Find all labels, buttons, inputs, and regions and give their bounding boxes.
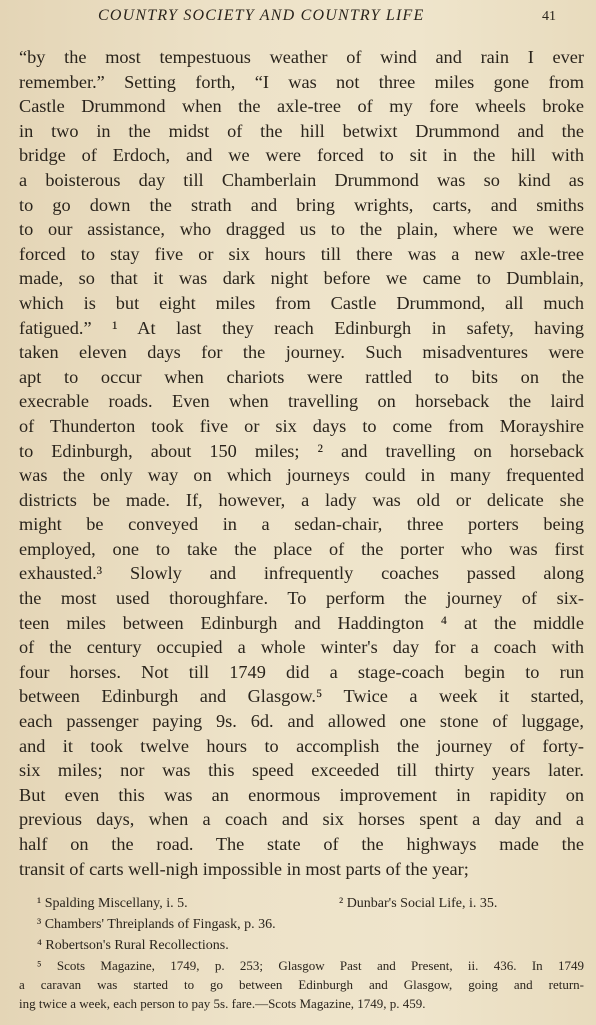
text-line: the most used thoroughfare. To perform the journey of six- bbox=[19, 588, 584, 609]
body-text bbox=[19, 45, 584, 881]
text-line: four horses. Not till 1749 did a stage-coach begin to run bbox=[19, 661, 584, 682]
footnotes bbox=[19, 893, 584, 1013]
text-line: bridge of Erdoch, and we were forced to sit in the hill with bbox=[19, 145, 584, 166]
footnote-5-line-2: a caravan was started to go between Edinburgh and Glasgow, going and return- bbox=[19, 977, 584, 992]
text-line: six miles; nor was this speed exceeded till thirty years later. bbox=[19, 760, 584, 781]
text-line: “by the most tempestuous weather of wind and rain I ever bbox=[19, 47, 584, 67]
text-line: was the only way on which journeys could in many frequented bbox=[19, 465, 584, 486]
text-line: of Thunderton took five or six days to come from Morayshire bbox=[19, 415, 584, 436]
text-line: and it took twelve hours to accomplish the journey of forty- bbox=[19, 735, 584, 756]
footnote-2: ² Dunbar's Social Life, i. 35. bbox=[339, 896, 498, 911]
text-line: made, so that it was dark night before we came to Dumblain, bbox=[19, 268, 584, 289]
text-line: teen miles between Edinburgh and Haddington ⁴ at the middle bbox=[19, 612, 584, 633]
footnote-3: ³ Chambers' Threiplands of Fingask, p. 36. bbox=[37, 917, 276, 932]
text-line: half on the road. The state of the highways made the bbox=[19, 834, 584, 854]
running-head: COUNTRY SOCIETY AND COUNTRY LIFE bbox=[98, 7, 425, 24]
page-number: 41 bbox=[542, 9, 556, 24]
text-line: transit of carts well-nigh impossible in most parts of the year; bbox=[19, 858, 469, 879]
text-line: Castle Drummond when the axle-tree of my fore wheels broke bbox=[19, 96, 584, 117]
text-line: between Edinburgh and Glasgow.⁵ Twice a week it started, bbox=[19, 686, 584, 707]
text-line: to our assistance, who dragged us to the plain, where we were bbox=[19, 219, 584, 240]
text-line: previous days, when a coach and six horses spent a day and a bbox=[19, 809, 584, 830]
text-line: might be conveyed in a sedan-chair, three porters being bbox=[19, 514, 584, 535]
text-line: exhausted.³ Slowly and infrequently coaches passed along bbox=[19, 563, 584, 584]
text-line: taken eleven days for the journey. Such misadventures were bbox=[19, 342, 584, 363]
text-line: apt to occur when chariots were rattled to bits on the bbox=[19, 366, 584, 387]
text-line: to go down the strath and bring wrights, carts, and smiths bbox=[19, 194, 584, 215]
text-line: districts be made. If, however, a lady was old or delicate she bbox=[19, 489, 584, 510]
text-line: to Edinburgh, about 150 miles; ² and travelling on horseback bbox=[19, 440, 584, 461]
text-line: execrable roads. Even when travelling on horseback the laird bbox=[19, 391, 584, 412]
text-line: employed, one to take the place of the porter who was first bbox=[19, 538, 584, 559]
text-line: a boisterous day till Chamberlain Drummond was so kind as bbox=[19, 169, 584, 190]
footnote-5-line-1: ⁵ Scots Magazine, 1749, p. 253; Glasgow Past and Present, ii. 436. In 1749 bbox=[37, 958, 584, 973]
footnote-1: ¹ Spalding Miscellany, i. 5. bbox=[37, 896, 188, 911]
text-line: But even this was an enormous improvement in rapidity on bbox=[19, 784, 584, 805]
page-header bbox=[0, 6, 596, 30]
footnote-5-line-3: ing twice a week, each person to pay 5s. fare.—Scots Magazine, 1749, p. 459. bbox=[19, 996, 426, 1011]
footnote-row bbox=[19, 893, 584, 914]
text-line: in two in the midst of the hill betwixt Drummond and the bbox=[19, 120, 584, 141]
text-line: remember.” Setting forth, “I was not three miles gone from bbox=[19, 71, 584, 92]
text-line: fatigued.” ¹ At last they reach Edinburgh in safety, having bbox=[19, 317, 584, 338]
text-line: of the century occupied a whole winter's day for a coach with bbox=[19, 637, 584, 658]
text-line: which is but eight miles from Castle Drummond, all much bbox=[19, 292, 584, 313]
footnote-4: ⁴ Robertson's Rural Recollections. bbox=[37, 938, 229, 953]
text-line: forced to stay five or six hours till there was a new axle-tree bbox=[19, 243, 584, 264]
text-line: each passenger paying 9s. 6d. and allowed one stone of luggage, bbox=[19, 711, 584, 732]
